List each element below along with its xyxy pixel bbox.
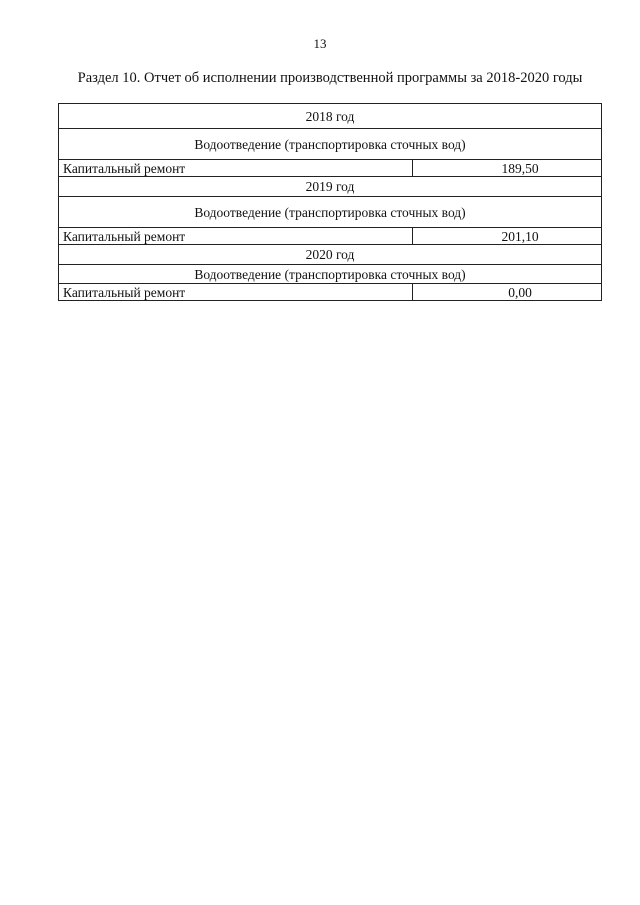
table-row bbox=[59, 160, 602, 177]
service-header: Водоотведение (транспортировка сточных вод) bbox=[59, 197, 602, 228]
year-row bbox=[59, 177, 602, 197]
item-value: 0,00 bbox=[413, 284, 602, 301]
section-title: Раздел 10. Отчет об исполнении производственной программы за 2018-2020 годы bbox=[77, 70, 583, 86]
service-header: Водоотведение (транспортировка сточных вод) bbox=[59, 265, 602, 284]
service-row bbox=[59, 129, 602, 160]
table-row bbox=[59, 284, 602, 301]
year-row bbox=[59, 104, 602, 129]
table-row bbox=[59, 228, 602, 245]
service-row bbox=[59, 197, 602, 228]
service-header: Водоотведение (транспортировка сточных вод) bbox=[59, 129, 602, 160]
item-label: Капитальный ремонт bbox=[59, 284, 413, 301]
item-value: 201,10 bbox=[413, 228, 602, 245]
page-number: 13 bbox=[313, 36, 327, 51]
item-label: Капитальный ремонт bbox=[59, 228, 413, 245]
year-row bbox=[59, 245, 602, 265]
item-label: Капитальный ремонт bbox=[59, 160, 413, 177]
year-header: 2020 год bbox=[59, 245, 602, 265]
year-header: 2019 год bbox=[59, 177, 602, 197]
item-value: 189,50 bbox=[413, 160, 602, 177]
year-header: 2018 год bbox=[59, 104, 602, 129]
report-table bbox=[58, 103, 602, 301]
service-row bbox=[59, 265, 602, 284]
